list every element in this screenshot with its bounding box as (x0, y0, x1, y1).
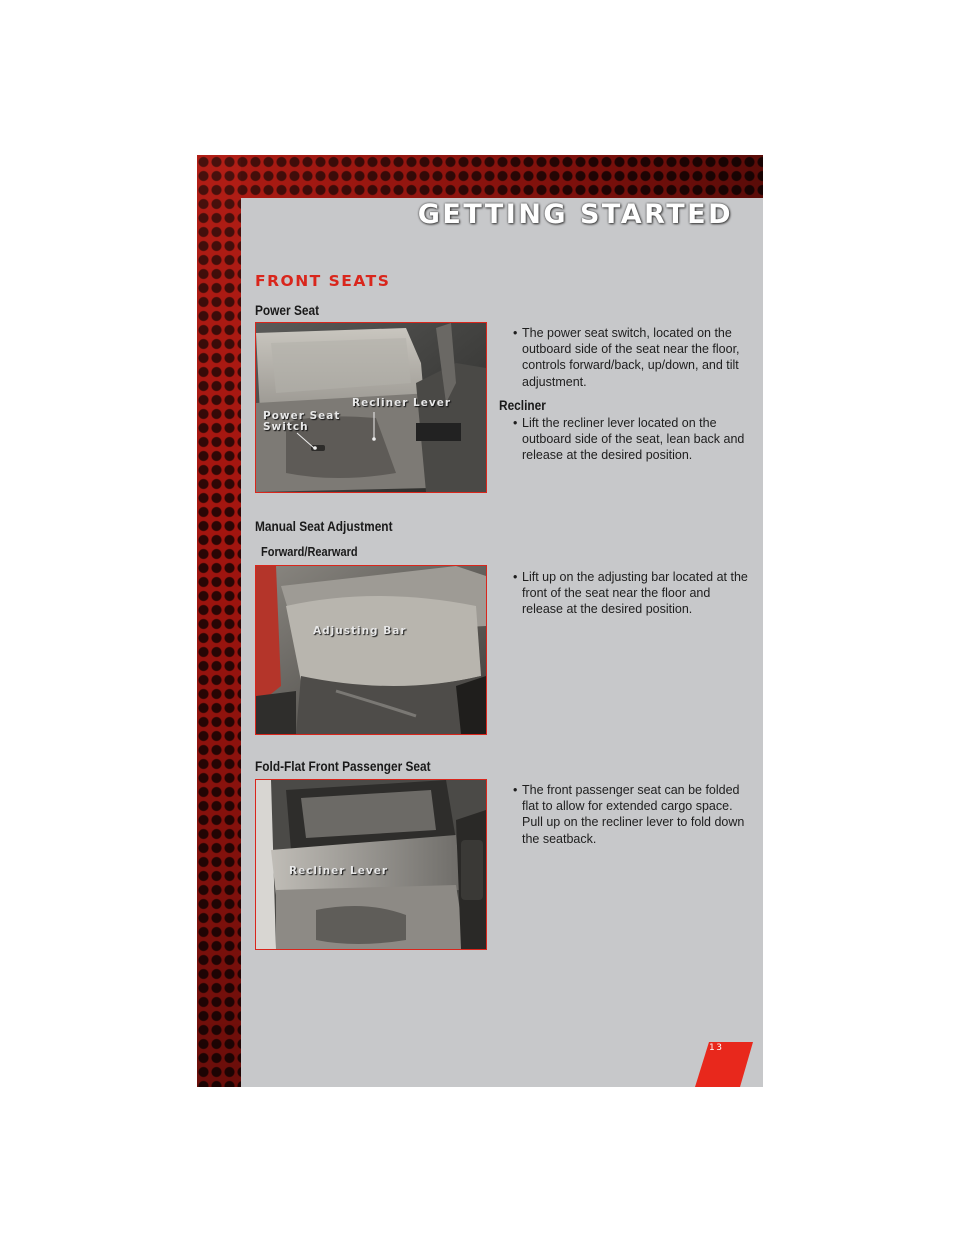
page-header: GETTING STARTED (417, 199, 733, 230)
adjusting-bar-photo (255, 565, 487, 735)
recliner-bullet: • Lift the recliner lever located on the outboard side of the seat, lean back and release at the desired position. (507, 415, 752, 464)
forward-rearward-subheading: Forward/Rearward (261, 545, 358, 559)
callout-power-seat-switch-line2: Switch (263, 421, 309, 433)
fold-flat-bullet: • The front passenger seat can be folded flat to allow for extended cargo space. Pull up on the recliner lever to fold down the seatback. (507, 782, 752, 847)
callout-fold-flat-recliner-lever: Recliner Lever (289, 865, 389, 877)
manual-seat-bullet: • Lift up on the adjusting bar located at the front of the seat near the floor and release at the desired position. (507, 569, 752, 618)
power-seat-heading: Power Seat (255, 303, 320, 318)
callout-adjusting-bar: Adjusting Bar (313, 625, 407, 637)
power-seat-bullet: • The power seat switch, located on the outboard side of the seat near the floor, controls forward/back, up/down, and tilt adjustment. (507, 325, 752, 390)
recliner-heading: Recliner (499, 398, 546, 413)
manual-page (197, 155, 763, 1087)
callout-power-seat-switch-line1: Power Seat (263, 410, 341, 422)
page-number: 13 (709, 1043, 724, 1053)
fold-flat-heading: Fold-Flat Front Passenger Seat (255, 759, 431, 774)
page-number-tab (695, 1042, 755, 1087)
section-title: FRONT SEATS (255, 272, 391, 290)
callout-recliner-lever: Recliner Lever (352, 397, 452, 409)
manual-seat-heading: Manual Seat Adjustment (255, 519, 393, 534)
